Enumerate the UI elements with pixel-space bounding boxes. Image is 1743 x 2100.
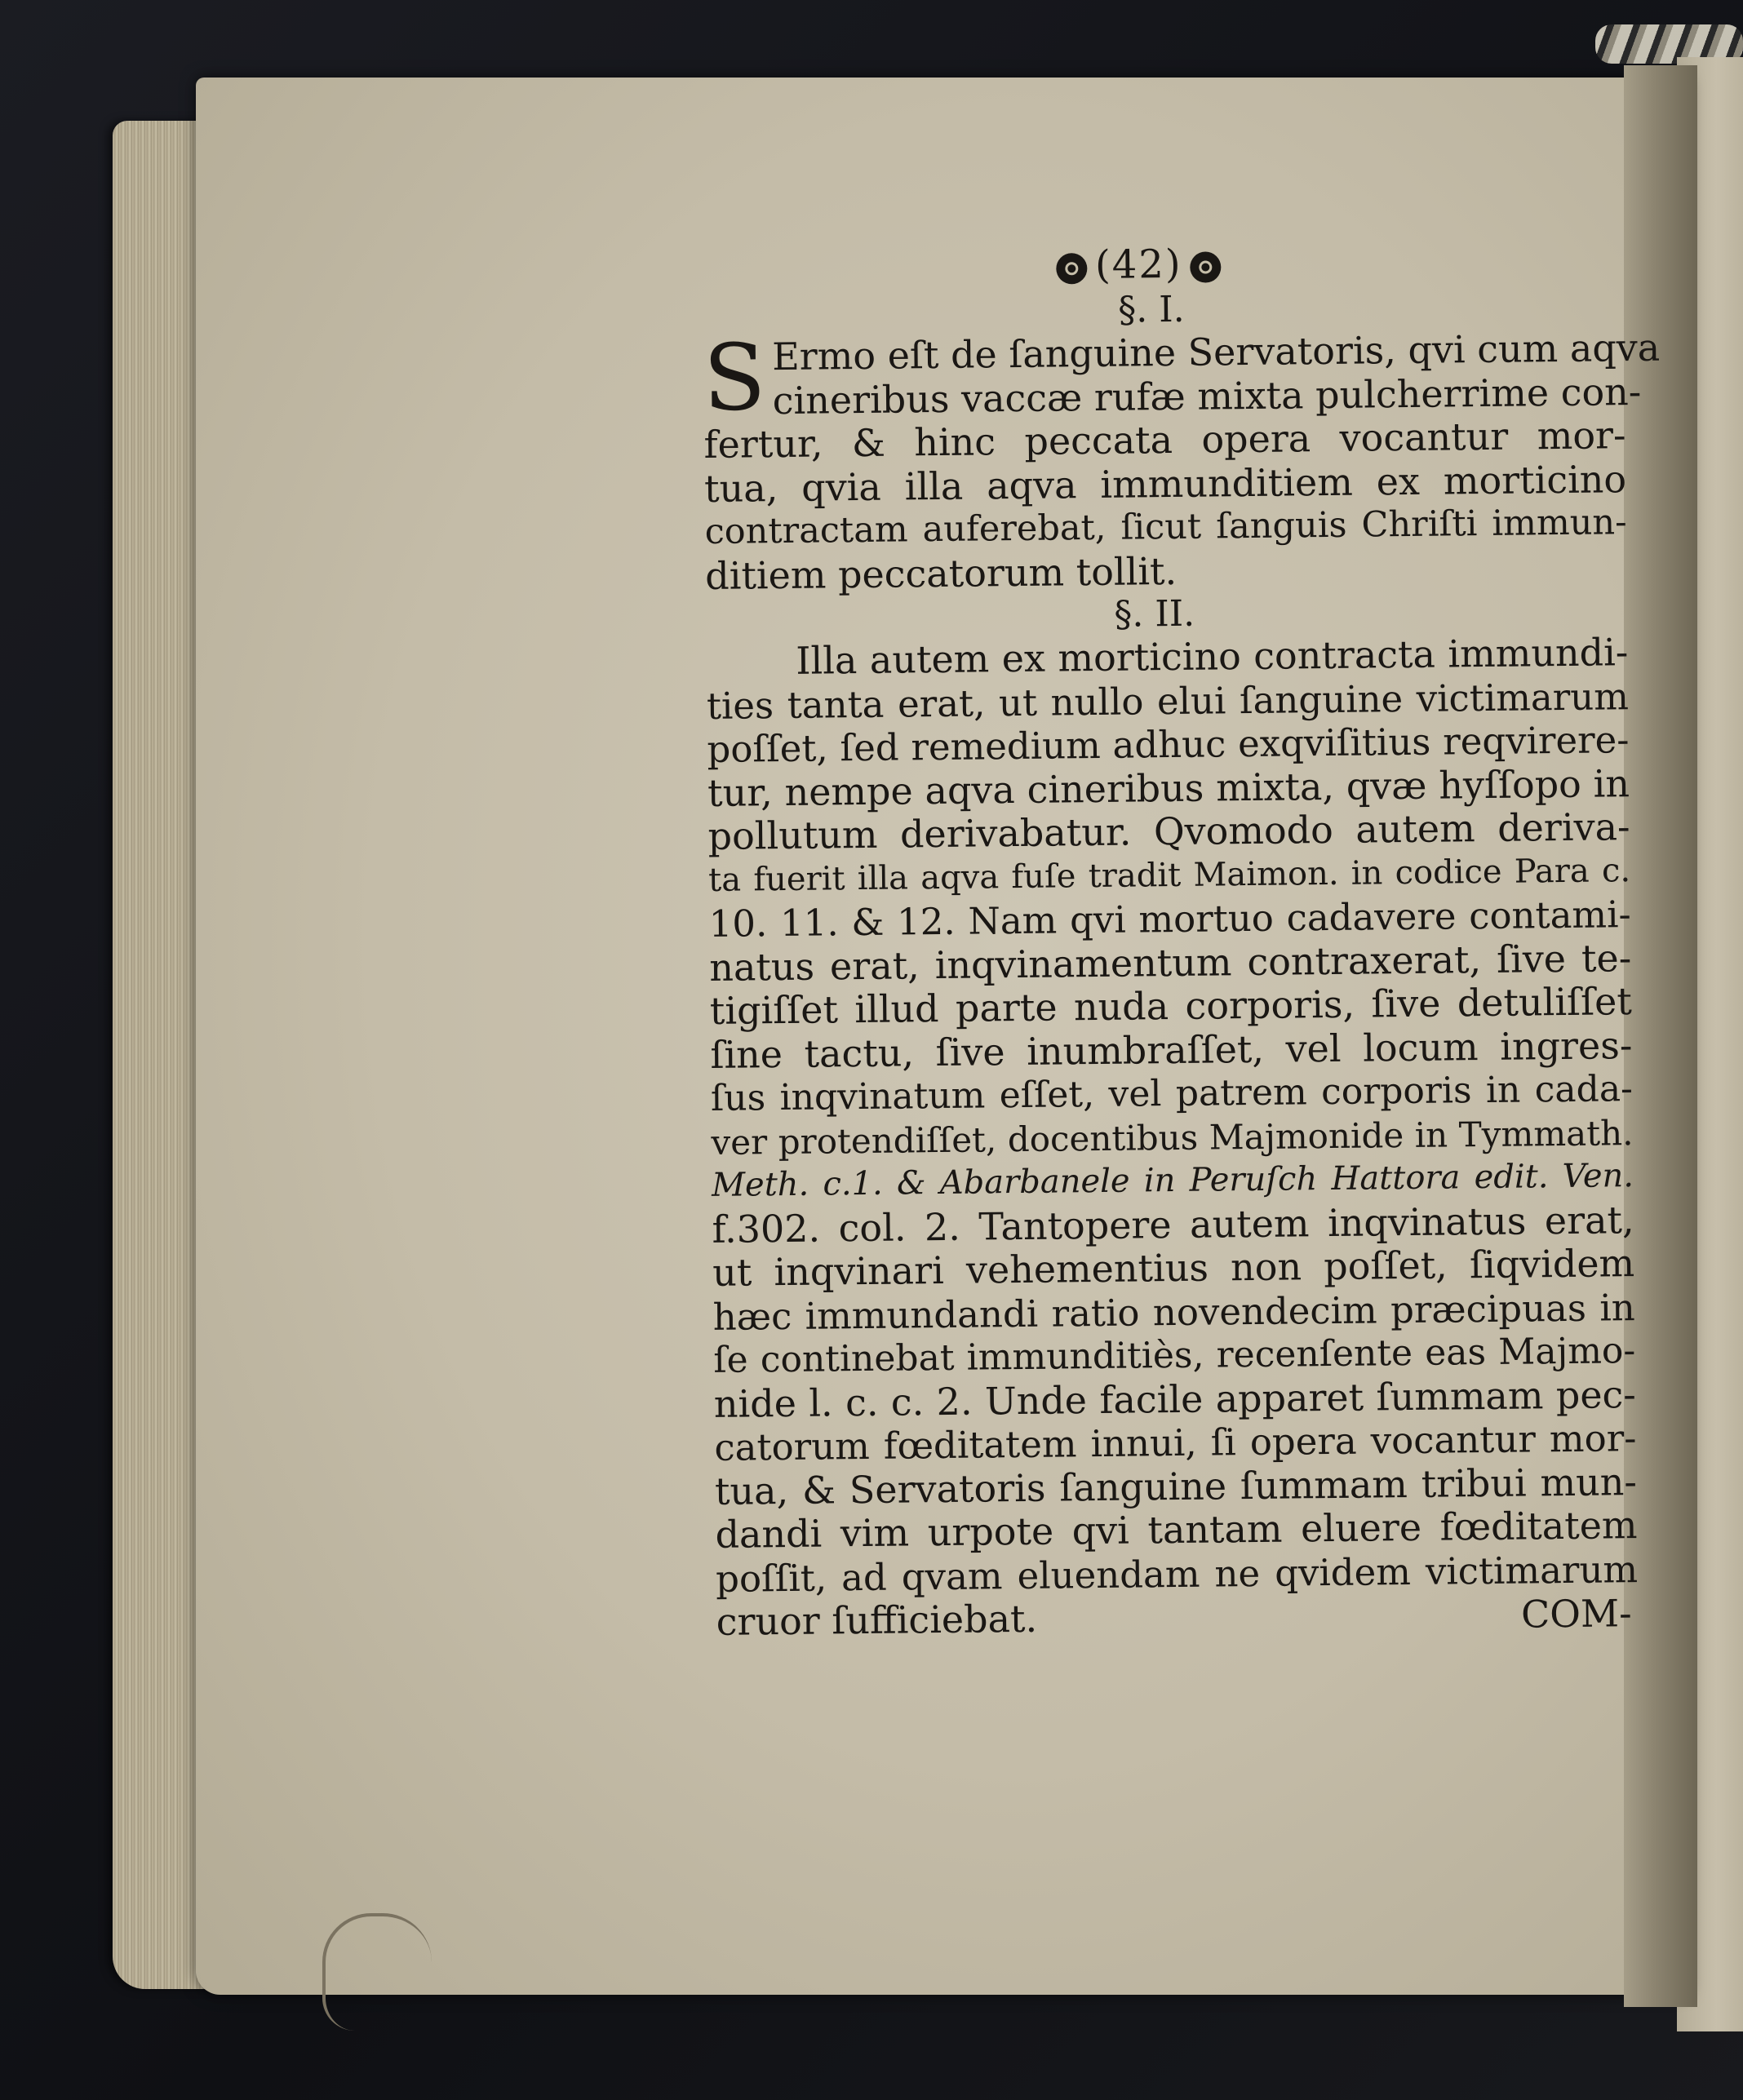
- page-number: (42): [1094, 241, 1182, 288]
- text-line: ta fuerit illa aqva fuſe tradit Maimon. in codice Para c.: [707, 851, 1631, 899]
- section-mark: §. II.: [1114, 592, 1195, 636]
- text-line: ſus inqvinatum eſſet, vel patrem corporis in cada-: [710, 1068, 1634, 1119]
- text-line: ut inqvinari vehementius non poſſet, ſiqvidem: [712, 1241, 1635, 1295]
- text-line: Ermo eſt de ſanguine Servatoris, qvi cum aqva: [771, 325, 1661, 379]
- text-line: ditiem peccatorum tollit.: [704, 548, 1178, 598]
- text-line: natus erat, inqvinamentum contraxerat, ſive te-: [708, 935, 1632, 990]
- text-line: ſe continebat immunditiès, recenſente eas Majmo-: [713, 1330, 1636, 1381]
- ornament-right-icon: [1190, 251, 1221, 282]
- text-line: cruor ſufficiebat.: [716, 1596, 1038, 1644]
- page-text: [702, 235, 1661, 1645]
- text-line: hæc immundandi ratio novendecim præcipuas in: [712, 1285, 1635, 1339]
- paragraph-1: [703, 325, 1661, 598]
- text-line: poſſit, ad qvam eluendam ne qvidem victimarum: [715, 1547, 1639, 1601]
- text-line: f.302. col. 2. Tantopere autem inqvinatus erat,: [712, 1197, 1634, 1252]
- text-line: ties tanta erat, ut nullo elui ſanguine victimarum: [706, 674, 1630, 728]
- text-line: ſine tactu, ſive inumbraſſet, vel locum ingres-: [710, 1022, 1633, 1077]
- paragraph-2: [706, 631, 1639, 1644]
- text-line: dandi vim urpote qvi tantam eluere fœditatem: [715, 1503, 1638, 1557]
- catchword: COM-: [1520, 1590, 1632, 1637]
- drop-cap: S: [703, 325, 767, 432]
- text-line: tua, qvia illa aqva immunditiem ex morticino: [703, 456, 1627, 511]
- text-line: nide l. c. c. 2. Unde facile apparet ſummam pec-: [713, 1371, 1637, 1426]
- text-line: pollutum derivabatur. Qvomodo autem deriva-: [707, 804, 1630, 858]
- text-line: poſſet, ſed remedium adhuc exqviſitius reqvirere-: [707, 718, 1630, 771]
- text-line: tigiſſet illud parte nuda corporis, ſive detuliſſet: [709, 979, 1633, 1033]
- text-line: fertur, & hinc peccata opera vocantur mor-: [703, 413, 1626, 467]
- text-line: tua, & Servatoris ſanguine ſummam tribui mun-: [714, 1459, 1638, 1513]
- text-line: contractam auferebat, ſicut ſanguis Chriſti immun-: [704, 502, 1627, 552]
- text-line: catorum fœditatem innui, ſi opera vocantur mor-: [714, 1416, 1637, 1469]
- text-line: ver protendiſſet, docentibus Majmonide in Tymmath.: [711, 1112, 1634, 1163]
- section-mark: §. I.: [1117, 288, 1185, 331]
- ornament-left-icon: [1056, 253, 1087, 284]
- text-line: Meth. c.1. & Abarbanele in Peruſch Hattora edit. Ven.: [711, 1157, 1634, 1204]
- text-line: 10. 11. & 12. Nam qvi mortuo cadavere contami-: [708, 893, 1631, 946]
- text-line: Illa autem ex morticino contracta immundi-: [796, 630, 1629, 683]
- page-corner-curl: [322, 1913, 432, 2031]
- text-line: tur, nempe aqva cineribus mixta, qvæ hyſſopo in: [707, 760, 1630, 815]
- text-line: cineribus vaccæ rufæ mixta pulcherrime con-: [772, 369, 1642, 423]
